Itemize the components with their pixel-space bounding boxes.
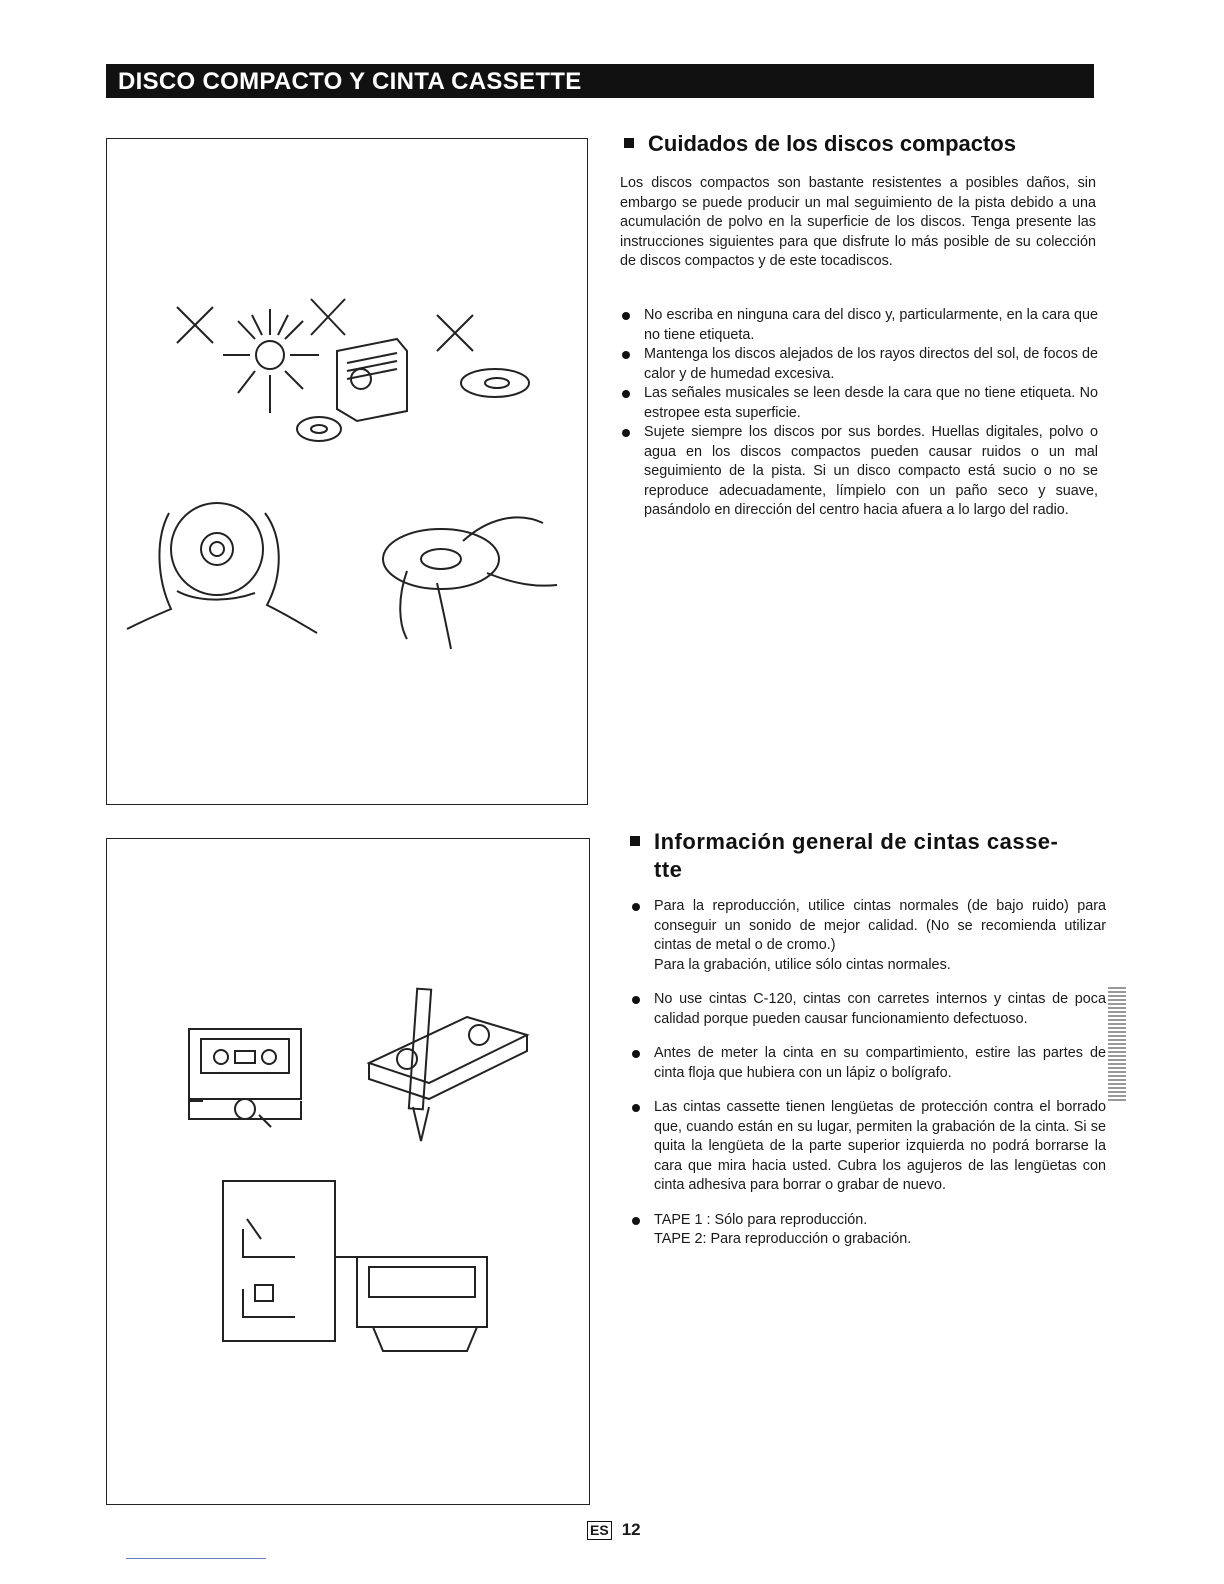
cd-care-list xyxy=(622,306,1098,521)
thumb-index-marker xyxy=(1108,986,1126,1104)
page-title: DISCO COMPACTO Y CINTA CASSETTE xyxy=(118,68,582,95)
disc-wipe-icon xyxy=(383,529,499,589)
bullet-dot-icon xyxy=(622,351,630,359)
cd-care-intro: Los discos compactos son bastante resistentes a posibles daños, sin embargo se puede producir un mal seguimiento de la pista debido a una acumulación de polvo en la superficie de los discos. Tenga presente las instrucciones siguientes para que disfrute lo más posible de su colección de discos compactos y de este tocadiscos. xyxy=(620,175,1096,269)
disc-icon xyxy=(297,417,341,441)
bottom-rule xyxy=(126,1558,266,1559)
list-item: Mantenga los discos alejados de los rayos directos del sol, de focos de calor y de humedad excesiva. xyxy=(622,345,1098,384)
bullet-dot-icon xyxy=(632,996,640,1004)
list-item: TAPE 1 : Sólo para reproducción. TAPE 2: Para reproducción o grabación. xyxy=(632,1211,1106,1250)
heater-icon xyxy=(337,339,407,421)
bullet-dot-icon xyxy=(622,390,630,398)
disc-held-icon xyxy=(171,503,263,595)
bullet-dot-icon xyxy=(622,312,630,320)
cd-care-drawing xyxy=(107,139,587,804)
page-number: 12 xyxy=(621,1520,641,1539)
header-bar xyxy=(106,64,1094,98)
list-item: Las señales musicales se leen desde la cara que no tiene etiqueta. No estropee esta superficie. xyxy=(622,384,1098,423)
bullet-dot-icon xyxy=(622,429,630,437)
language-badge: ES xyxy=(587,1521,612,1540)
pencil-icon xyxy=(409,989,431,1110)
bullet-dot-icon xyxy=(632,1217,640,1225)
square-bullet-icon xyxy=(624,138,634,148)
section-title-cd-care: Cuidados de los discos compactos xyxy=(624,130,1094,158)
hand-icon xyxy=(463,517,543,541)
section-title-tape-info: Información general de cintas casse- tte xyxy=(630,828,1110,884)
list-item: No escriba en ninguna cara del disco y, particularmente, en la cara que no tiene etiqueta. xyxy=(622,306,1098,345)
list-item: No use cintas C-120, cintas con carretes internos y cintas de poca calidad porque pueden causar funcionamiento defectuoso. xyxy=(632,990,1106,1029)
list-item: Sujete siempre los discos por sus bordes. Huellas digitales, polvo o agua en los discos compactos pueden causar ruidos o un mal seguimiento de la pista. Si un disco compacto está sucio o no se reproduce adecuadamente, límpielo con un paño seco y suave, pasándolo en dirección del centro hacia afuera a lo largo del radio. xyxy=(622,423,1098,521)
sun-icon xyxy=(256,341,284,369)
bullet-dot-icon xyxy=(632,1050,640,1058)
bullet-dot-icon xyxy=(632,903,640,911)
bullet-dot-icon xyxy=(632,1104,640,1112)
cd-care-illustration xyxy=(106,138,588,805)
list-item: Para la reproducción, utilice cintas normales (de bajo ruido) para conseguir un sonido de mejor calidad. (No se recomienda utilizar cintas de metal o de cromo.) Para la grabación, utilice sólo cintas normales. xyxy=(632,897,1106,975)
square-bullet-icon xyxy=(630,836,640,846)
list-item: Antes de meter la cinta en su compartimiento, estire las partes de cinta floja que hubiera con un lápiz o bolígrafo. xyxy=(632,1044,1106,1083)
hand-icon xyxy=(265,513,317,633)
cassette-pencil-icon xyxy=(369,1017,527,1083)
list-item: Las cintas cassette tienen lengüetas de protección contra el borrado que, cuando están en su lugar, permiten la grabación de la cinta. Si se quita la lengüeta de la parte superior izquierda no podrá borrarse la cara que mira hacia usted. Cubra los agujeros de las lengüetas con cinta adhesiva para borrar o grabar de nuevo. xyxy=(632,1098,1106,1196)
disc-icon xyxy=(461,369,529,397)
page-footer xyxy=(587,1520,641,1540)
tape-info-list xyxy=(632,897,1106,1265)
cassette-drawing xyxy=(107,839,589,1504)
cassette-illustration xyxy=(106,838,590,1505)
hand-icon xyxy=(127,513,171,629)
